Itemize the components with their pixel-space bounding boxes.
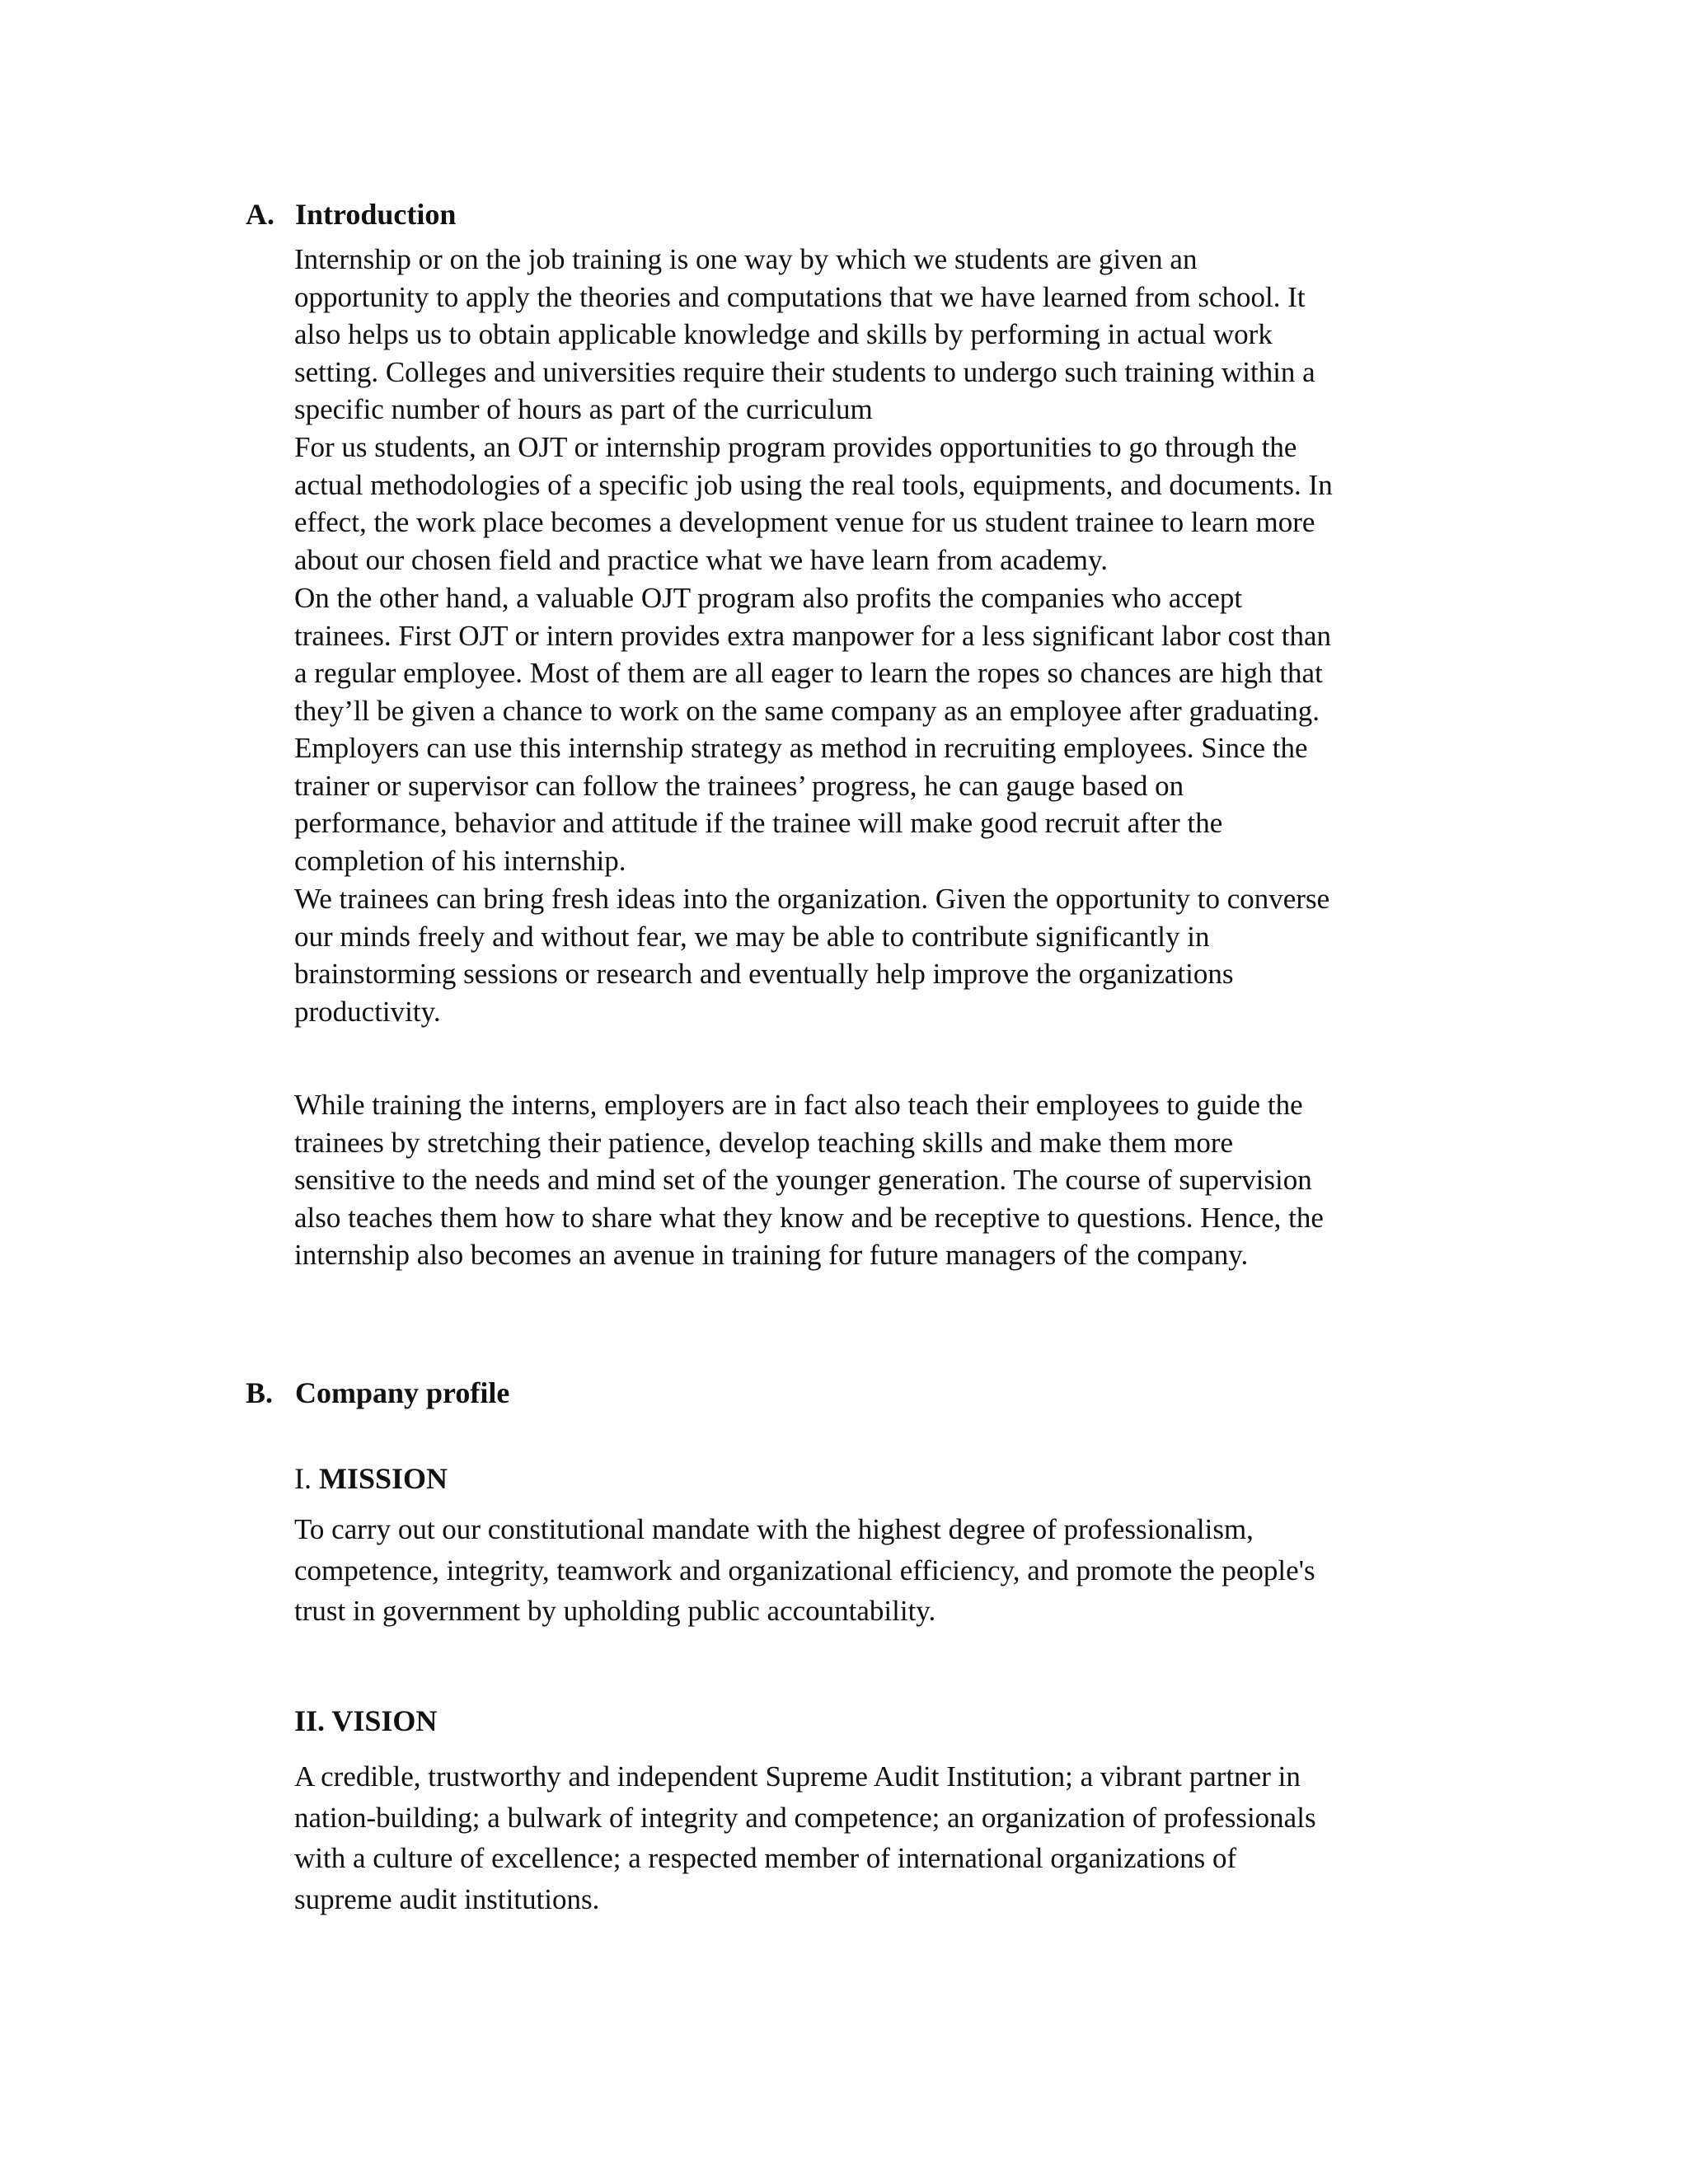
mission-title: MISSION xyxy=(319,1462,448,1495)
vision-heading xyxy=(294,1703,437,1739)
text-line: Internship or on the job training is one way by which we students are given an xyxy=(294,243,1198,275)
text-line: completion of his internship. xyxy=(294,844,626,877)
section-a-letter: A. xyxy=(246,198,274,231)
section-a-title: Introduction xyxy=(295,198,457,231)
text-line: specific number of hours as part of the curriculum xyxy=(294,393,873,425)
vision-title: II. VISION xyxy=(294,1704,438,1737)
text-line: While training the interns, employers are in fact also teach their employees to guide the xyxy=(294,1089,1303,1121)
text-line: performance, behavior and attitude if the trainee will make good recruit after the xyxy=(294,807,1223,839)
text-line: effect, the work place becomes a development venue for us student trainee to learn more xyxy=(294,506,1315,538)
text-line: To carry out our constitutional mandate with the highest degree of professionalism, xyxy=(294,1513,1254,1545)
section-b-letter: B. xyxy=(246,1376,274,1409)
text-line: setting. Colleges and universities require their students to undergo such training within a xyxy=(294,355,1315,388)
text-line: also teaches them how to share what they know and be receptive to questions. Hence, the xyxy=(294,1201,1324,1234)
text-line: trust in government by upholding public accountability. xyxy=(294,1595,936,1627)
text-line: productivity. xyxy=(294,995,441,1028)
text-line: brainstorming sessions or research and eventually help improve the organizations xyxy=(294,958,1234,990)
text-line: with a culture of excellence; a respected member of international organizations of xyxy=(294,1842,1237,1874)
text-line: about our chosen field and practice what we have learn from academy. xyxy=(294,543,1109,576)
text-line: internship also becomes an avenue in training for future managers of the company. xyxy=(294,1239,1249,1271)
text-line: A credible, trustworthy and independent Supreme Audit Institution; a vibrant partner in xyxy=(294,1760,1301,1793)
text-line: competence, integrity, teamwork and organizational efficiency, and promote the people's xyxy=(294,1554,1315,1586)
text-line: Employers can use this internship strategy as method in recruiting employees. Since the xyxy=(294,732,1308,764)
section-b-title: Company profile xyxy=(295,1376,510,1409)
text-line: trainees by stretching their patience, develop teaching skills and make them more xyxy=(294,1126,1234,1159)
intro-paragraph-5 xyxy=(294,1086,1473,1274)
text-line: actual methodologies of a specific job using the real tools, equipments, and documents. In xyxy=(294,468,1333,501)
vision-paragraph xyxy=(294,1756,1473,1919)
text-line: opportunity to apply the theories and computations that we have learned from school. It xyxy=(294,280,1306,313)
text-line: supreme audit institutions. xyxy=(294,1882,600,1915)
text-line: also helps us to obtain applicable knowledge and skills by performing in actual work xyxy=(294,318,1273,350)
mission-heading xyxy=(294,1460,448,1497)
intro-paragraph-3 xyxy=(294,579,1473,879)
intro-paragraph-2 xyxy=(294,429,1473,579)
mission-paragraph xyxy=(294,1509,1473,1632)
text-line: trainer or supervisor can follow the trainees’ progress, he can gauge based on xyxy=(294,769,1184,802)
intro-paragraph-1 xyxy=(294,241,1473,429)
section-a-heading xyxy=(246,196,456,232)
mission-numeral: I. xyxy=(294,1462,312,1495)
text-line: On the other hand, a valuable OJT program also profits the companies who accept xyxy=(294,582,1243,614)
text-line: our minds freely and without fear, we may be able to contribute significantly in xyxy=(294,920,1210,953)
text-line: a regular employee. Most of them are all eager to learn the ropes so chances are high that xyxy=(294,657,1323,689)
text-line: they’ll be given a chance to work on the same company as an employee after graduating. xyxy=(294,694,1320,727)
text-line: sensitive to the needs and mind set of the younger generation. The course of supervision xyxy=(294,1164,1312,1196)
text-line: We trainees can bring fresh ideas into the organization. Given the opportunity to converse xyxy=(294,883,1330,915)
section-b-heading xyxy=(246,1375,509,1411)
text-line: nation-building; a bulwark of integrity and competence; an organization of professionals xyxy=(294,1801,1316,1834)
text-line: For us students, an OJT or internship program provides opportunities to go through the xyxy=(294,431,1297,463)
text-line: trainees. First OJT or intern provides extra manpower for a less significant labor cost than xyxy=(294,619,1332,652)
intro-paragraph-4 xyxy=(294,880,1473,1030)
